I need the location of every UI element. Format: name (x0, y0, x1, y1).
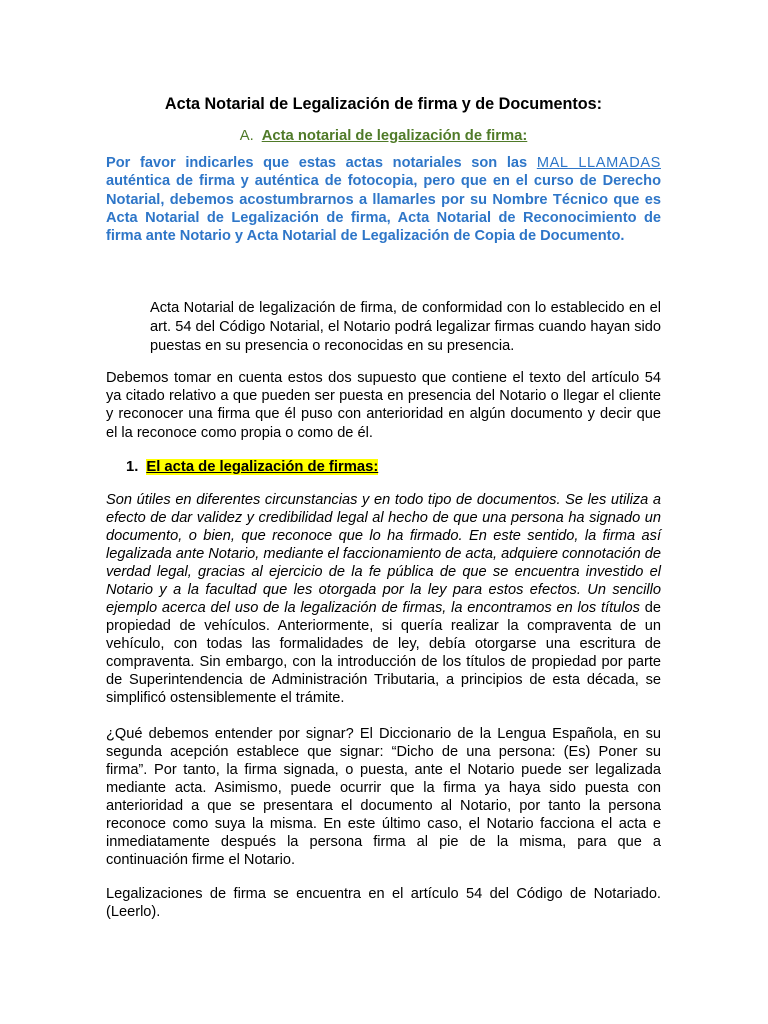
note-text-before: Por favor indicarles que estas actas notariales son las (106, 155, 537, 171)
indented-paragraph: Acta Notarial de legalización de firma, de conformidad con lo establecido en el art. 54 del Código Notarial, el Notario podrá legalizar firmas cuando hayan sido puestas en su presencia o reconocidas en su presencia. (150, 300, 661, 354)
note-highlight: MAL LLAMADAS (536, 155, 661, 171)
instructor-note (106, 154, 661, 245)
section-a-letter: A. (239, 128, 254, 144)
note-text-after: auténtica de firma y auténtica de fotocopia, pero que en el curso de Derecho Notarial, debemos acostumbrarnos a llamarles por su Nombre Técnico que es Acta Notarial de Legalización de firma, Acta Notarial de Reconocimiento de firma ante Notario y Acta Notarial de Legalización de Copia de Documento. (106, 173, 661, 245)
paragraph-2-normal: de propiedad de vehículos. Anteriormente, si quería realizar la compraventa de un vehículo, con todas las formalidades de ley, debía otorgarse una escritura de compraventa. Sin embargo, con la introducción de los títulos de propiedad por parte de Superintendencia de Administración Tributaria, a principios de esta década, se simplificó ostensiblemente el trámite. (106, 600, 661, 706)
paragraph-2-italic: Son útiles en diferentes circunstancias y en todo tipo de documentos. Se les utiliza a efecto de dar validez y credibilidad legal al hecho de que una persona ha signado un documento, o bien, que reconoce que lo ha firmado. En este sentido, la firma así legalizada ante Notario, mediante el faccionamiento de acta, adquiere connotación de verdad legal, gracias al ejercicio de la fe pública de que se encuentra investido el Notario y a la facultad que les otorgada por la ley para estos efectos. Un sencillo ejemplo acerca del uso de la legalización de firmas, la encontramos en los títulos (106, 492, 661, 616)
paragraph-4: Legalizaciones de firma se encuentra en el artículo 54 del Código de Notariado. (Leerlo). (106, 886, 661, 920)
paragraph-1: Debemos tomar en cuenta estos dos supuesto que contiene el texto del artículo 54 ya citado relativo a que pueden ser puesta en presencia del Notario o llegar el cliente y reconocer una firma que él puso con anterioridad en algún documento y decir que el la reconoce como propia o como de él. (106, 370, 661, 441)
paragraph-3: ¿Qué debemos entender por signar? El Diccionario de la Lengua Española, en su segunda acepción establece que signar: “Dicho de una persona: (Es) Poner su firma”. Por tanto, la firma signada, o puesta, ante el Notario puede ser legalizada mediante acta. Asimismo, puede ocurrir que la firma ya haya sido puesta con anterioridad a que se presentara el documento al Notario, por tanto la persona reconoce como suya la misma. En este último caso, el Notario facciona el acta e inmediatamente después la persona firma al pie de la misma, para que a continuación firme el Notario. (106, 726, 661, 868)
numbered-heading-1 (126, 457, 426, 477)
document-title: Acta Notarial de Legalización de firma y de Documentos: (164, 95, 603, 113)
heading-1-number: 1. (126, 459, 139, 475)
section-a-title: Acta notarial de legalización de firma: (261, 128, 528, 144)
paragraph-2 (106, 491, 661, 707)
section-a-heading (106, 126, 661, 146)
heading-1-title: El acta de legalización de firmas: (146, 459, 379, 475)
